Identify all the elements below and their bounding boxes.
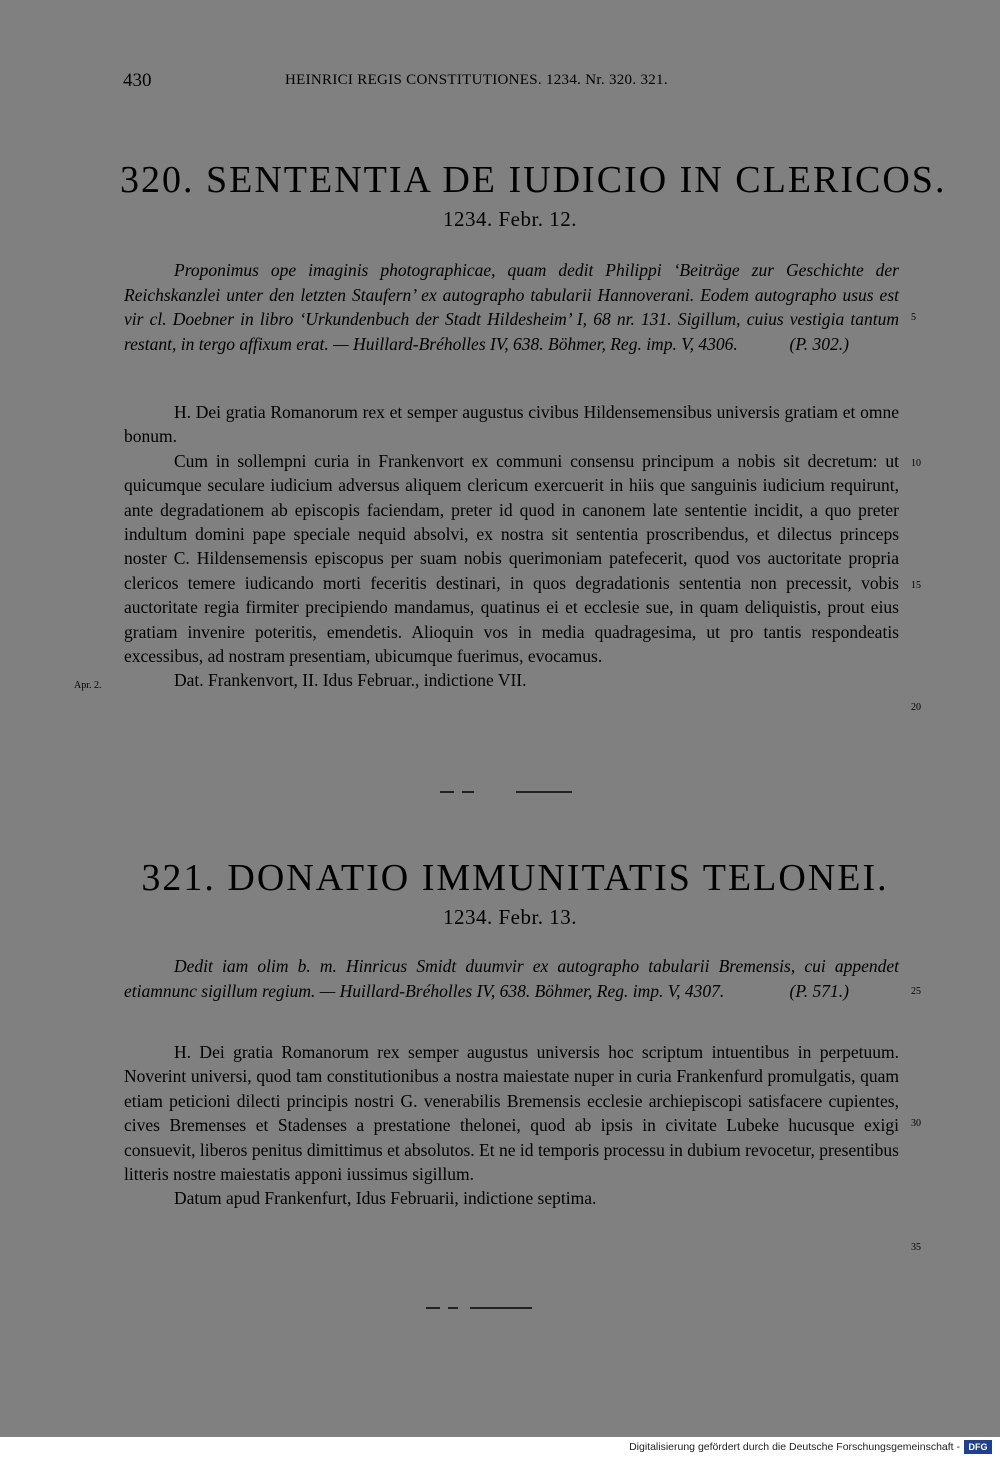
doc320-note-text: Proponimus ope imaginis photographicae, quam dedit Philippi ‘Beiträge zur Geschichte der Reichskanzlei unter den letzten Staufern’ ex autographo tabularii Hannoverani. Eodem autographo usus est vir cl. Doebner in libro ‘Urkundenbuch der Stadt Hildesheim’ I, 68 nr. 131. Sigillum, cuius vestigia tantum restant, in tergo affixum erat. — Huillard-Bréholles IV, 638. Böhmer, Reg. imp. V, 4306. (124, 260, 899, 354)
doc321-editorial-note (124, 954, 899, 1003)
doc321-title: 321. DONATIO IMMUNITATIS TELONEI. (141, 857, 889, 899)
running-head: HEINRICI REGIS CONSTITUTIONES. 1234. Nr. 320. 321. (285, 72, 668, 88)
doc321-note-ref: (P. 571.) (789, 980, 849, 1001)
doc320-paragraph-1: H. Dei gratia Romanorum rex et semper augustus civibus Hildensemensibus universis gratiam et omne bonum. (124, 402, 899, 447)
line-number: 30 (911, 1118, 921, 1129)
doc321-body (124, 1040, 899, 1211)
doc321-paragraph-1: H. Dei gratia Romanorum rex semper augustus universis hoc scriptum intuentibus in perpetuum. Noverint universi, quod tam constitutionibus a nostra maiestate nuper in curia Frankenfurd promulgatis, quam etiam peticioni dilecti principis nostri G. venerabilis Bremensis ecclesie archiepiscopi satisfacere cupientes, cives Bremenses et Stadenses a prestatione thelonei, quod ab ipsis in civitate Lubeke hucusque exigi consuevit, liberos penitus dimittimus et absolutos. Et ne id temporis processu in dubium revocetur, presentibus litteris nostre maiestatis apponi iussimus sigillum. (124, 1042, 899, 1185)
line-number: 20 (911, 702, 921, 713)
doc320-paragraph-2: Cum in sollempni curia in Frankenvort ex communi consensu principum a nobis sit decretum: ut quicumque seculare iudicium adversus aliquem clericum exercuerit in hiis que sanguinis iudicium requirunt, ante degradationem ab episcopis faciendam, preter id quod in canonem late sententie incidit, a quo preter indultum domini pape speciale nequid absolvi, ex nostra sit sententia proscribendus, et dilectus princeps noster C. Hildensemensis episcopus per suam nobis querimoniam patefecerit, quod vos auctoritate propria clericos temere iudicando morti feceritis destinari, in quos degradationis sententia non precessit, vobis auctoritate regia firmiter precipiendo mandamus, quatinus ei et ecclesie sue, in quam deliquistis, prout eius gratiam invenire poteritis, emendetis. Alioquin vos in media quadragesima, ut pro tantis respondeatis excessibus, ad nostram presentiam, ubicumque fuerimus, evocamus. (124, 450, 899, 667)
doc321-note-text: Dedit iam olim b. m. Hinricus Smidt duumvir ex autographo tabularii Bremensis, cui appendet etiamnunc sigillum regium. — Huillard-Bréholles IV, 638. Böhmer, Reg. imp. V, 4307. (124, 956, 899, 1001)
line-number: 15 (911, 580, 921, 591)
section-divider (440, 791, 454, 793)
page-number: 430 (123, 70, 152, 91)
section-divider (516, 791, 572, 793)
section-divider (470, 1307, 532, 1309)
dfg-logo[interactable]: DFG (964, 1440, 992, 1454)
doc320-note-ref: (P. 302.) (789, 333, 849, 354)
section-divider (462, 791, 474, 793)
doc320-editorial-note (124, 258, 899, 356)
doc321-date: 1234. Febr. 13. (442, 905, 578, 929)
funding-notice: Digitalisierung gefördert durch die Deutsche Forschungsgemeinschaft - (629, 1441, 960, 1453)
line-number: 5 (911, 312, 916, 323)
doc320-title: 320. SENTENTIA DE IUDICIO IN CLERICOS. (120, 159, 947, 201)
doc321-paragraph-2: Datum apud Frankenfurt, Idus Februarii, indictione septima. (174, 1188, 597, 1209)
doc320-body (124, 400, 899, 693)
line-number: 25 (911, 986, 921, 997)
page-header (0, 70, 1000, 96)
line-number: 10 (911, 458, 921, 469)
margin-note: Apr. 2. (74, 680, 102, 691)
section-divider (448, 1307, 458, 1309)
doc320-date: 1234. Febr. 12. (442, 207, 578, 231)
line-number: 35 (911, 1242, 921, 1253)
section-divider (426, 1307, 440, 1309)
doc320-paragraph-3: Dat. Frankenvort, II. Idus Februar., indictione VII. (174, 670, 527, 691)
footer-bar (0, 1437, 1000, 1458)
